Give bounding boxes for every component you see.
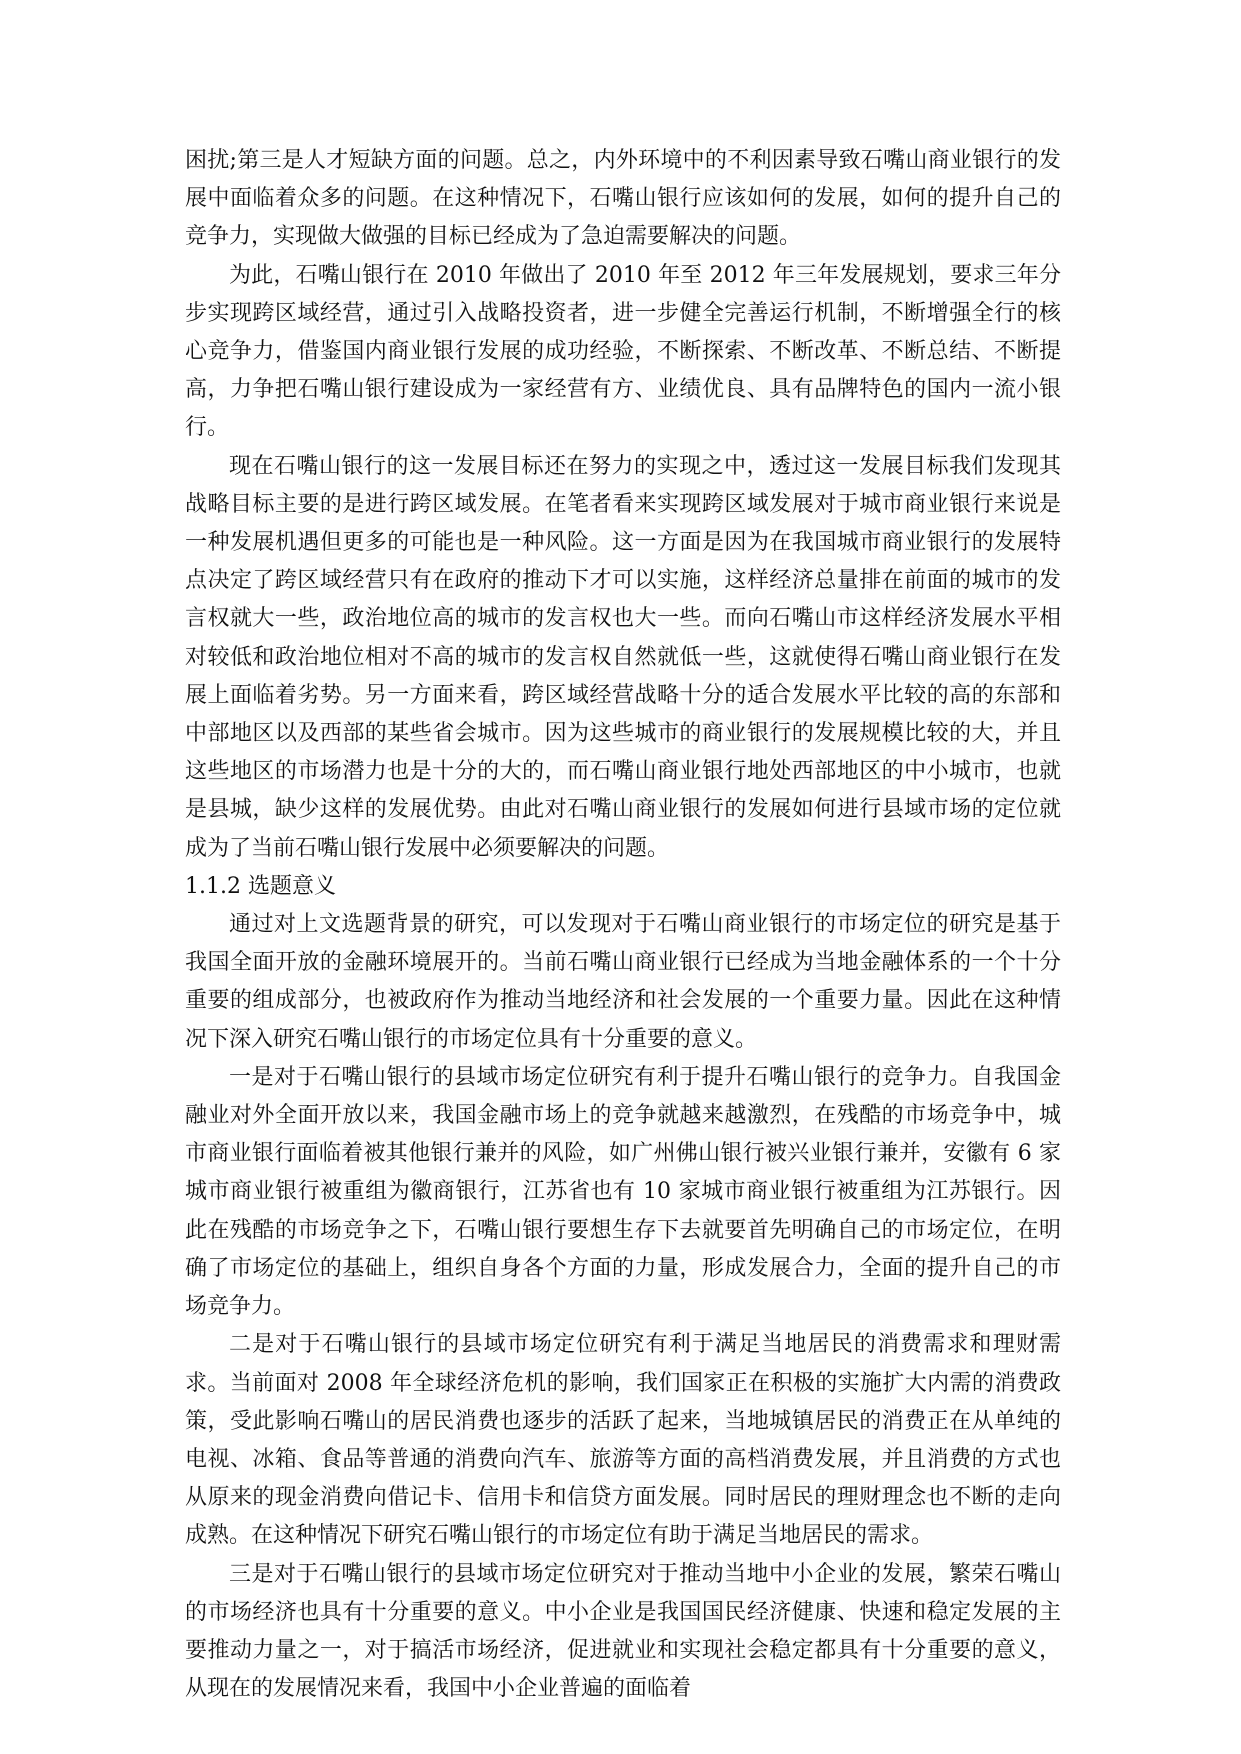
paragraph-3: 现在石嘴山银行的这一发展目标还在努力的实现之中，透过这一发展目标我们发现其战略目标主要的是进行跨区域发展。在笔者看来实现跨区域发展对于城市商业银行来说是一种发展机遇但更多的可能也是一种风险。这一方面是因为在我国城市商业银行的发展特点决定了跨区域经营只有在政府的推动下才可以实施，这样经济总量排在前面的城市的发言权就大一些，政治地位高的城市的发言权也大一些。而向石嘴山市这样经济发展水平相对较低和政治地位相对不高的城市的发言权自然就低一些，这就使得石嘴山商业银行在发展上面临着劣势。另一方面来看，跨区域经营战略十分的适合发展水平比较的高的东部和中部地区以及西部的某些省会城市。因为这些城市的商业银行的发展规模比较的大，并且这些地区的市场潜力也是十分的大的，而石嘴山商业银行地处西部地区的中小城市，也就是县城，缺少这样的发展优势。由此对石嘴山商业银行的发展如何进行县域市场的定位就成为了当前石嘴山银行发展中必须要解决的问题。	[185, 453, 1061, 861]
paragraph-6: 二是对于石嘴山银行的县域市场定位研究有利于满足当地居民的消费需求和理财需求。当前面对 2008 年全球经济危机的影响，我们国家正在积极的实施扩大内需的消费政策，受此影响石嘴山的居民消费也逐步的活跃了起来，当地城镇居民的消费正在从单纯的电视、冰箱、食品等普通的消费向汽车、旅游等方面的高档消费发展，并且消费的方式也从原来的现金消费向借记卡、信用卡和信贷方面发展。同时居民的理财理念也不断的走向成熟。在这种情况下研究石嘴山银行的市场定位有助于满足当地居民的需求。	[185, 1332, 1061, 1549]
document-page	[185, 142, 1061, 1708]
section-heading: 1.1.2 选题意义	[185, 873, 336, 899]
paragraph-4: 通过对上文选题背景的研究，可以发现对于石嘴山商业银行的市场定位的研究是基于我国全面开放的金融环境展开的。当前石嘴山商业银行已经成为当地金融体系的一个十分重要的组成部分，也被政府作为推动当地经济和社会发展的一个重要力量。因此在这种情况下深入研究石嘴山银行的市场定位具有十分重要的意义。	[185, 912, 1061, 1052]
paragraph-1: 困扰;第三是人才短缺方面的问题。总之，内外环境中的不利因素导致石嘴山商业银行的发展中面临着众多的问题。在这种情况下，石嘴山银行应该如何的发展，如何的提升自己的竞争力，实现做大做强的目标已经成为了急迫需要解决的问题。	[185, 148, 1061, 250]
paragraph-7: 三是对于石嘴山银行的县域市场定位研究对于推动当地中小企业的发展，繁荣石嘴山的市场经济也具有十分重要的意义。中小企业是我国国民经济健康、快速和稳定发展的主要推动力量之一，对于搞活市场经济，促进就业和实现社会稳定都具有十分重要的意义，从现在的发展情况来看，我国中小企业普遍的面临着	[185, 1561, 1061, 1702]
paragraph-2: 为此，石嘴山银行在 2010 年做出了 2010 年至 2012 年三年发展规划，要求三年分步实现跨区域经营，通过引入战略投资者，进一步健全完善运行机制，不断增强全行的核心竞争力，借鉴国内商业银行发展的成功经验，不断探索、不断改革、不断总结、不断提高，力争把石嘴山银行建设成为一家经营有方、业绩优良、具有品牌特色的国内一流小银行。	[185, 262, 1061, 441]
paragraph-5: 一是对于石嘴山银行的县域市场定位研究有利于提升石嘴山银行的竞争力。自我国金融业对外全面开放以来，我国金融市场上的竞争就越来越激烈，在残酷的市场竞争中，城市商业银行面临着被其他银行兼并的风险，如广州佛山银行被兴业银行兼并，安徽有 6 家城市商业银行被重组为徽商银行，江苏省也有 10 家城市商业银行被重组为江苏银行。因此在残酷的市场竞争之下，石嘴山银行要想生存下去就要首先明确自己的市场定位，在明确了市场定位的基础上，组织自身各个方面的力量，形成发展合力，全面的提升自己的市场竞争力。	[185, 1064, 1061, 1320]
